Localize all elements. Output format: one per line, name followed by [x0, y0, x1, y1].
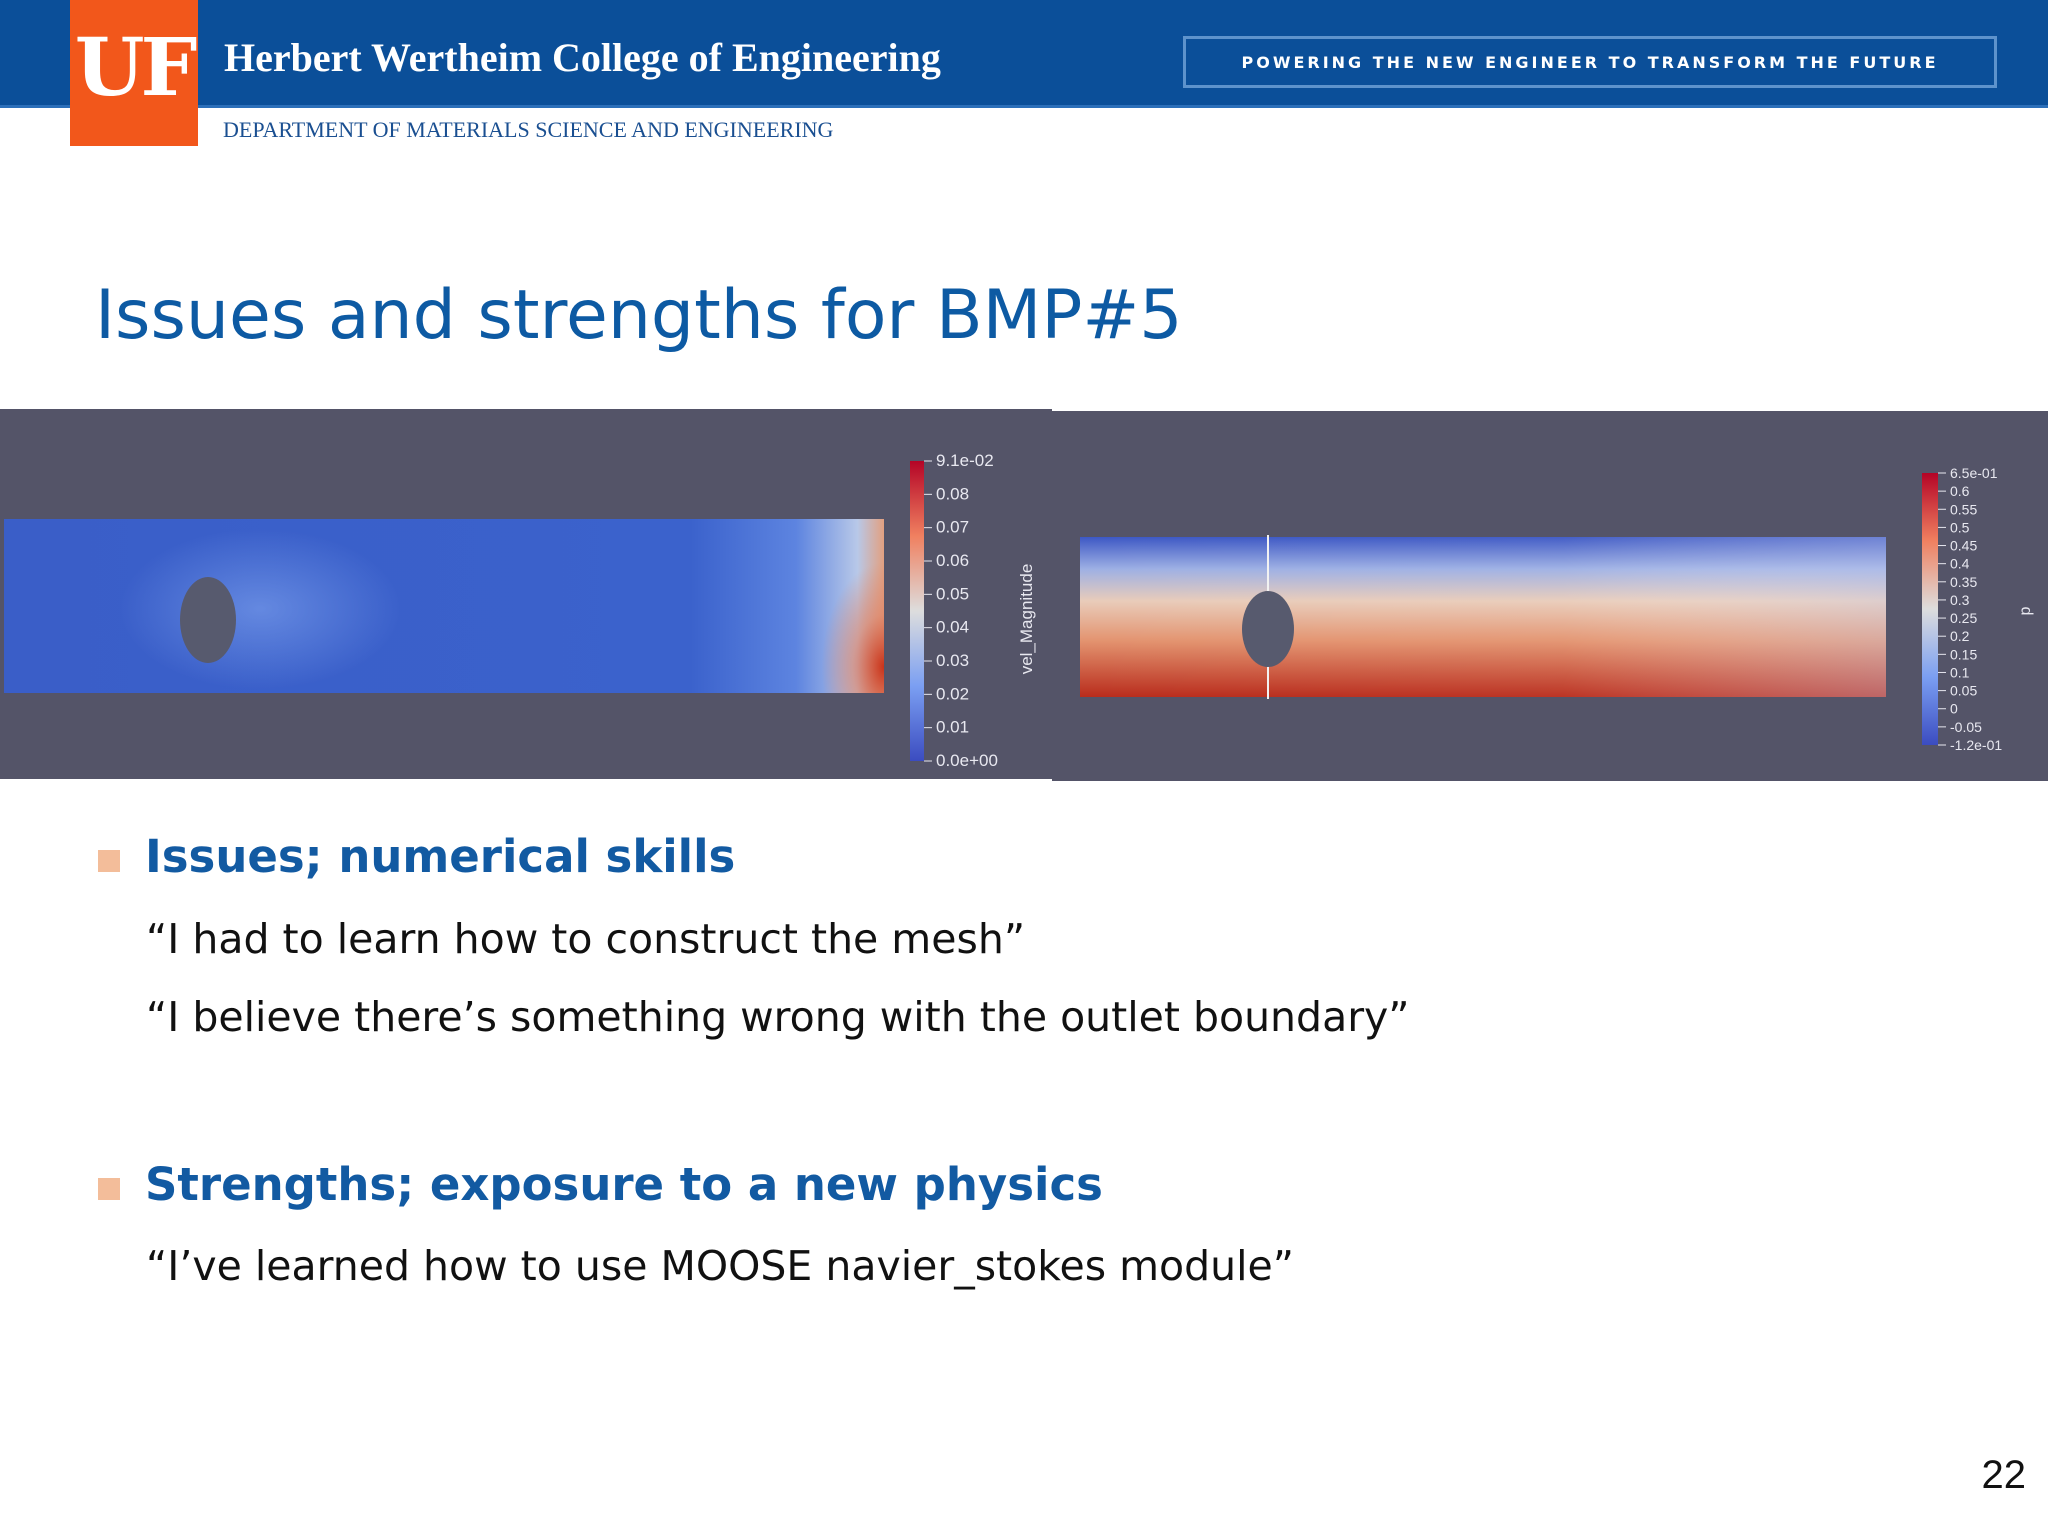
velocity-outlet-hotspot — [780, 519, 884, 693]
velocity-colorbar-tick-label: 0.05 — [936, 584, 970, 604]
logo-text: UF — [74, 20, 194, 114]
pressure-colorbar-tick-label: 0.25 — [1950, 610, 1978, 627]
pressure-colorbar-tick-label: 0.3 — [1950, 591, 1970, 608]
velocity-magnitude-figure — [0, 409, 1052, 779]
pressure-colorbar — [1922, 473, 1938, 745]
header-bar — [0, 0, 2048, 108]
strengths-quote-moose: “I’ve learned how to use MOOSE navier_stokes module” — [146, 1242, 1294, 1290]
pressure-colorbar-tick-label: -1.2e-01 — [1950, 737, 2003, 753]
page-number: 22 — [1981, 1453, 2026, 1497]
velocity-colorbar-tick-label: 0.04 — [936, 617, 970, 637]
pressure-figure — [1052, 411, 2048, 781]
pressure-colorbar-tick-label: 0 — [1950, 700, 1958, 717]
issues-quote-outlet: “I believe there’s something wrong with the outlet boundary” — [146, 993, 1410, 1041]
pressure-colorbar-tick-label: 0.2 — [1950, 628, 1970, 645]
bullet-marker-issues — [98, 850, 120, 872]
velocity-colorbar-tick-label: 9.1e-02 — [936, 451, 994, 470]
uf-logo — [70, 0, 198, 146]
pressure-colorbar-tick-label: 0.15 — [1950, 646, 1978, 663]
velocity-colorbar-tick-label: 0.0e+00 — [936, 751, 998, 770]
pressure-colorbar-tick-label: -0.05 — [1950, 718, 1982, 735]
department-name: DEPARTMENT OF MATERIALS SCIENCE AND ENGINEERING — [223, 117, 834, 142]
issues-heading: Issues; numerical skills — [145, 830, 736, 883]
velocity-cylinder-obstacle — [180, 577, 236, 663]
pressure-colorbar-tick-label: 0.5 — [1950, 519, 1970, 536]
pressure-colorbar-tick-label: 6.5e-01 — [1950, 465, 1998, 481]
tagline-box — [1183, 36, 1997, 88]
pressure-colorbar-tick-label: 0.55 — [1950, 501, 1978, 518]
velocity-colorbar-tick-label: 0.03 — [936, 651, 970, 670]
velocity-colorbar-tick-label: 0.08 — [936, 484, 970, 504]
strengths-heading: Strengths; exposure to a new physics — [145, 1158, 1103, 1211]
velocity-colorbar-tick-label: 0.02 — [936, 684, 970, 704]
issues-quote-mesh: “I had to learn how to construct the mesh” — [146, 915, 1026, 963]
pressure-field-label: p — [2017, 606, 2034, 616]
pressure-channel-fade — [1080, 537, 1886, 697]
pressure-colorbar-tick-label: 0.05 — [1950, 682, 1978, 699]
velocity-wake — [120, 529, 400, 689]
tagline: POWERING THE NEW ENGINEER TO TRANSFORM THE FUTURE — [1241, 52, 1939, 72]
college-name: Herbert Wertheim College of Engineering — [224, 35, 941, 80]
pressure-colorbar-tick-label: 0.45 — [1950, 537, 1978, 554]
bullet-marker-strengths — [98, 1178, 120, 1200]
velocity-colorbar-tick-label: 0.01 — [936, 717, 970, 737]
velocity-field-label: vel_Magnitude — [1017, 563, 1036, 675]
velocity-colorbar-tick-label: 0.07 — [936, 517, 970, 537]
velocity-colorbar — [910, 461, 924, 761]
slide-title: Issues and strengths for BMP#5 — [95, 276, 1183, 355]
pressure-colorbar-tick-label: 0.35 — [1950, 573, 1978, 590]
pressure-colorbar-tick-label: 0.6 — [1950, 483, 1970, 500]
pressure-colorbar-tick-label: 0.1 — [1950, 664, 1970, 681]
pressure-cylinder-obstacle — [1242, 591, 1294, 667]
pressure-colorbar-tick-label: 0.4 — [1950, 555, 1970, 572]
velocity-colorbar-tick-label: 0.06 — [936, 551, 970, 570]
